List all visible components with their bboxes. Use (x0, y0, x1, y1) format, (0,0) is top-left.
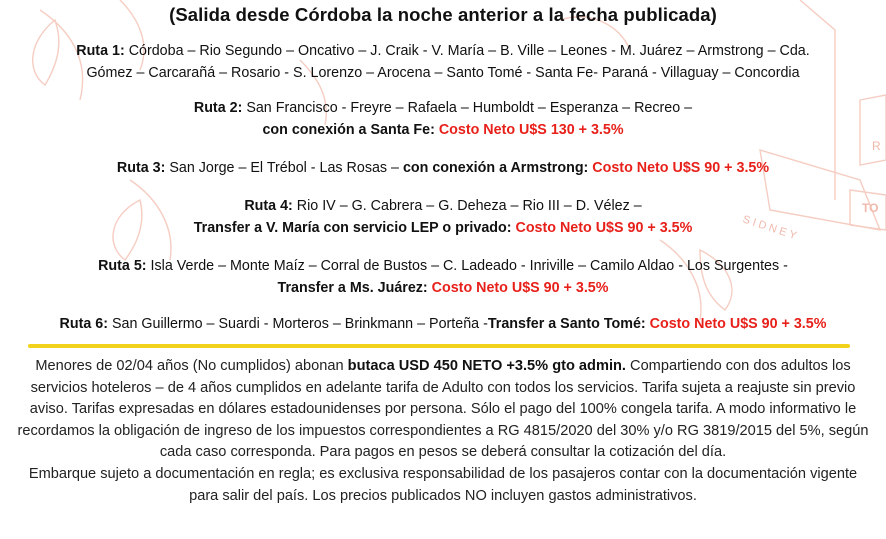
notes-disclaimer: Embarque sujeto a documentación en regla; es exclusiva responsabilidad de los pasajeros contar con la documentación vigente para salir del país. Los precios publicados NO incluyen gastos administrativos. (28, 465, 858, 504)
route-connection: Transfer a Ms. Juárez: (277, 280, 432, 296)
route-price: Costo Neto U$S 90 + 3.5% (649, 316, 827, 332)
route-6 (14, 313, 872, 335)
route-price: Costo Neto U$S 90 + 3.5% (431, 280, 609, 296)
page-title: (Salida desde Córdoba la noche anterior a la fecha publicada) (169, 4, 717, 25)
route-stops: San Francisco - Freyre – Rafaela – Humboldt – Esperanza – Recreo – (242, 100, 693, 116)
route-price: Costo Neto U$S 90 + 3.5% (592, 160, 770, 176)
notes-lead: Menores de 02/04 años (No cumplidos) abonan (35, 358, 348, 374)
notes-highlight: butaca USD 450 NETO +3.5% gto admin. (347, 358, 626, 374)
route-5 (14, 255, 872, 299)
sign-corner-text: R (872, 139, 881, 153)
route-stops-cont: Gómez – Carcarañá – Rosario - S. Lorenzo – Arocena – Santo Tomé - Santa Fe- Paraná - Villaguay – Concordia (86, 65, 800, 81)
route-label: Ruta 4: (244, 198, 293, 214)
route-1 (14, 40, 872, 84)
route-connection: Transfer a Santo Tomé: (487, 316, 650, 332)
route-label: Ruta 1: (76, 43, 125, 59)
route-3 (14, 157, 872, 179)
route-connection: Transfer a V. María con servicio LEP o privado: (193, 220, 516, 236)
notes-body: Compartiendo con dos adultos los servicios hoteleros – de 4 años cumplidos en adelante tarifa de Adulto con todos los servicios. Tarifa sujeta a reajuste sin previo aviso. Tarifas expresadas en dólares estadounidenses por persona. Sólo el pago del 100% congela tarifa. A modo informativo le recordamos la obligación de ingreso de los impuestos correspondientes a RG 4815/2020 del 30% y/o RG 3819/2015 del 5%, según cada caso corresponda. Para pagos en pesos se deberá consultar la cotización del día. (17, 358, 869, 461)
route-stops: Isla Verde – Monte Maíz – Corral de Bustos – C. Ladeado - Inriville – Camilo Aldao - Los Surgentes - (146, 258, 788, 274)
route-label: Ruta 2: (193, 100, 243, 116)
route-stops: San Guillermo – Suardi - Morteros – Brinkmann – Porteña - (108, 316, 488, 332)
route-connection: con conexión a Santa Fe: (262, 122, 439, 138)
route-stops: San Jorge – El Trébol - Las Rosas – (165, 160, 403, 176)
route-label: Ruta 5: (98, 258, 147, 274)
terms-notes (14, 356, 872, 507)
sign-tail-text: TO (862, 201, 879, 215)
route-label: Ruta 3: (116, 160, 166, 176)
sign-text: SIDNEY (741, 213, 801, 244)
yellow-divider (28, 344, 850, 348)
route-stops: Córdoba – Rio Segundo – Oncativo – J. Craik - V. María – B. Ville – Leones - M. Juárez – Armstrong – Cda. (124, 43, 810, 59)
route-2 (14, 97, 872, 141)
route-4 (14, 195, 872, 239)
route-label: Ruta 6: (59, 316, 109, 332)
route-stops: Rio IV – G. Cabrera – G. Deheza – Rio III – D. Vélez – (292, 198, 642, 214)
route-connection: con conexión a Armstrong: (402, 160, 593, 176)
route-price: Costo Neto U$S 130 + 3.5% (438, 122, 624, 138)
route-price: Costo Neto U$S 90 + 3.5% (515, 220, 693, 236)
